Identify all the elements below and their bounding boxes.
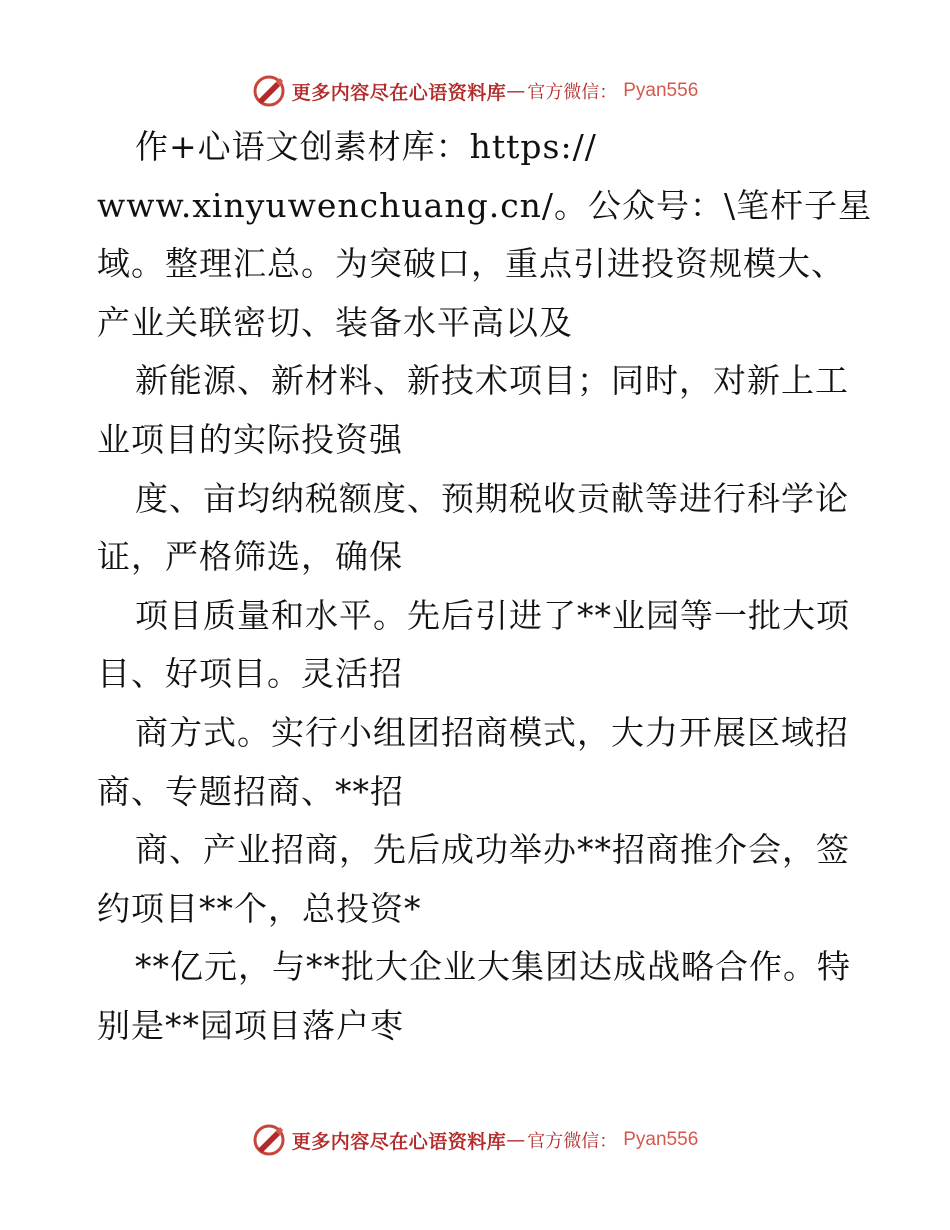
document-body [97, 118, 873, 1056]
footer-watermark [0, 1120, 950, 1160]
text-line: 商、产业招商，先后成功举办**招商推介会，签 [135, 830, 850, 870]
text-line: 度、亩均纳税额度、预期税收贡献等进行科学论 [135, 478, 849, 518]
text-line: 新能源、新材料、新技术项目；同时，对新上工 [135, 361, 849, 401]
text-line: 项目质量和水平。先后引进了**业园等一批大项 [135, 595, 850, 635]
banner-dash: — [506, 80, 526, 102]
banner-wechat-id: Pyan556 [623, 1129, 699, 1150]
text-line: 业项目的实际投资强 [97, 419, 403, 459]
pen-logo-icon [252, 74, 286, 108]
text-line: 约项目**个，总投资* [97, 888, 422, 928]
banner-main-text: 更多内容尽在心语资料库 [291, 81, 507, 104]
text-line: 产业关联密切、装备水平高以及 [97, 302, 573, 342]
header-watermark [0, 71, 950, 111]
text-line: 商方式。实行小组团招商模式，大力开展区域招 [135, 712, 849, 752]
text-line: 别是**园项目落户枣 [97, 1005, 404, 1045]
text-line: 商、专题招商、**招 [97, 771, 404, 811]
text-line: **亿元，与**批大企业大集团达成战略合作。特 [135, 947, 851, 987]
banner-dash: — [506, 1129, 526, 1151]
banner-main-text: 更多内容尽在心语资料库 [291, 1130, 507, 1153]
text-line: 目、好项目。灵活招 [97, 654, 403, 694]
text-line: 作+心语文创素材库：https:// [135, 127, 597, 166]
pen-logo-icon [252, 1123, 286, 1157]
banner-official-label: 官方微信： [527, 82, 618, 103]
text-line: 域。整理汇总。为突破口，重点引进投资规模大、 [97, 244, 845, 284]
text-line: 证，严格筛选，确保 [97, 537, 403, 577]
text-line: www.xinyuwenchuang.cn/。公众号：\笔杆子星 [97, 185, 873, 225]
banner-wechat-id: Pyan556 [623, 80, 699, 101]
banner-official-label: 官方微信： [527, 1131, 618, 1152]
